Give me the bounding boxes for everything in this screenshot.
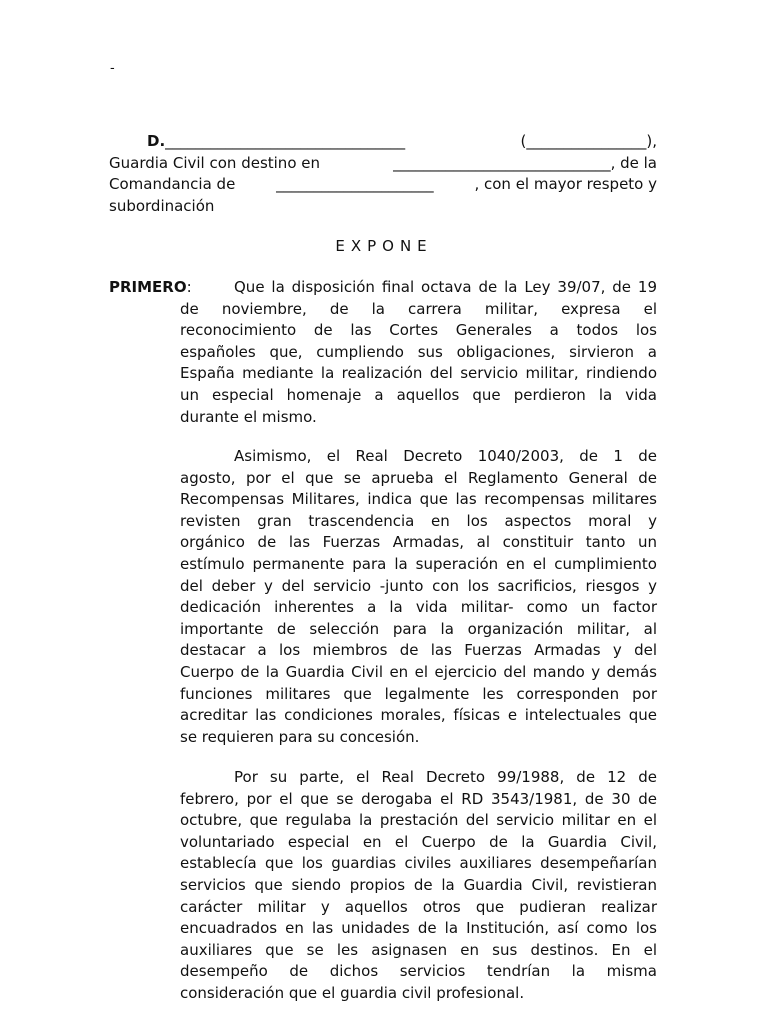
text-line: Asimismo, el Real Decreto 1040/2003, de 1 de (234, 447, 657, 465)
destino-blank: _____________________________, de la (393, 153, 657, 172)
text-line: importante de selección para la organización militar, al (180, 619, 657, 638)
primero-word: PRIMERO (109, 278, 187, 296)
text-line: del deber y del servicio -junto con los sacrificios, riesgos y (180, 576, 657, 595)
respeto-text: , con el mayor respeto y (474, 175, 657, 194)
comandancia-blank: _____________________ (276, 175, 434, 194)
text-line: se requieren para su concesión. (180, 727, 420, 746)
text-line: estímulo permanente para la superación en el cumplimiento (180, 554, 657, 573)
text-line: España mediante la realización del servicio militar, rindiendo (180, 364, 657, 383)
text-line: servicios que siendo propios de la Guardia Civil, revistieran (180, 875, 657, 894)
paragraph-3 (180, 767, 657, 1005)
text-line: orgánico de las Fuerzas Armadas, al constituir tanto un (180, 533, 657, 552)
text-line: febrero, por el que se derogaba el RD 3543/1981, de 30 de (180, 789, 657, 808)
name-blank: ________________________________ (165, 132, 406, 150)
text-line: agosto, por el que se aprueba el Reglamento General de (180, 468, 657, 487)
destino-label: Guardia Civil con destino en (109, 153, 320, 172)
comandancia-label: Comandancia de (109, 175, 236, 194)
text-line: de noviembre, de la carrera militar, expresa el (180, 299, 657, 318)
text-line: destacar a los miembros de las Fuerzas Armadas y del (180, 641, 657, 660)
text-line: funciones militares que legalmente les corresponden por (180, 684, 657, 703)
header-line-3 (109, 174, 657, 196)
text-line: Recompensas Militares, indica que las recompensas militares (180, 490, 657, 509)
text-line: establecía que los guardias civiles auxiliares desempeñarían (180, 854, 657, 873)
text-line: Cuerpo de la Guardia Civil en el ejercicio del mando y demás (180, 662, 657, 681)
text-line: Por su parte, el Real Decreto 99/1988, de 12 de (234, 768, 657, 786)
text-line: revisten gran trascendencia en los aspectos moral y (180, 511, 657, 530)
text-line: reconocimiento de las Cortes Generales a todos los (180, 321, 657, 340)
top-dash: - (110, 61, 115, 76)
text-line: octubre, que regulaba la prestación del servicio militar en el (180, 811, 657, 830)
text-line: españoles que, cumpliendo sus obligaciones, sirvieron a (180, 342, 657, 361)
text-line: carácter militar y aquellos otros que pudieran realizar (180, 897, 657, 916)
paragraph-1 (180, 277, 657, 428)
section-title: EXPONE (335, 237, 433, 255)
text-line: acreditar las condiciones morales, físicas e intelectuales que (180, 706, 657, 725)
id-blank: (________________), (520, 132, 657, 150)
text-line: durante el mismo. (180, 407, 317, 426)
paragraph-1-text (180, 277, 657, 428)
header-line-4: subordinación (109, 196, 215, 215)
header-block (109, 131, 657, 217)
text-line: consideración que el guardia civil profesional. (180, 983, 525, 1002)
text-line: un especial homenaje a aquellos que perdieron la vida (180, 385, 657, 404)
paragraph-2 (180, 446, 657, 748)
text-line: encuadrados en las unidades de la Institución, así como los (180, 919, 657, 938)
header-line-1 (109, 131, 657, 153)
paragraph-2-text (180, 446, 657, 748)
paragraph-3-text (180, 767, 657, 1005)
header-line-2 (109, 153, 657, 175)
text-line: Que la disposición final octava de la Ley 39/07, de 19 (234, 278, 657, 296)
text-line: auxiliares que se les asignasen en sus destinos. En el (180, 940, 657, 959)
d-label: D. (147, 132, 166, 150)
text-line: voluntariado especial en el Cuerpo de la Guardia Civil, (180, 832, 657, 851)
text-line: dedicación inherentes a la vida militar- como un factor (180, 598, 657, 617)
primero-colon: : (186, 278, 192, 296)
text-line: desempeño de dichos servicios tendrían la misma (180, 962, 657, 981)
